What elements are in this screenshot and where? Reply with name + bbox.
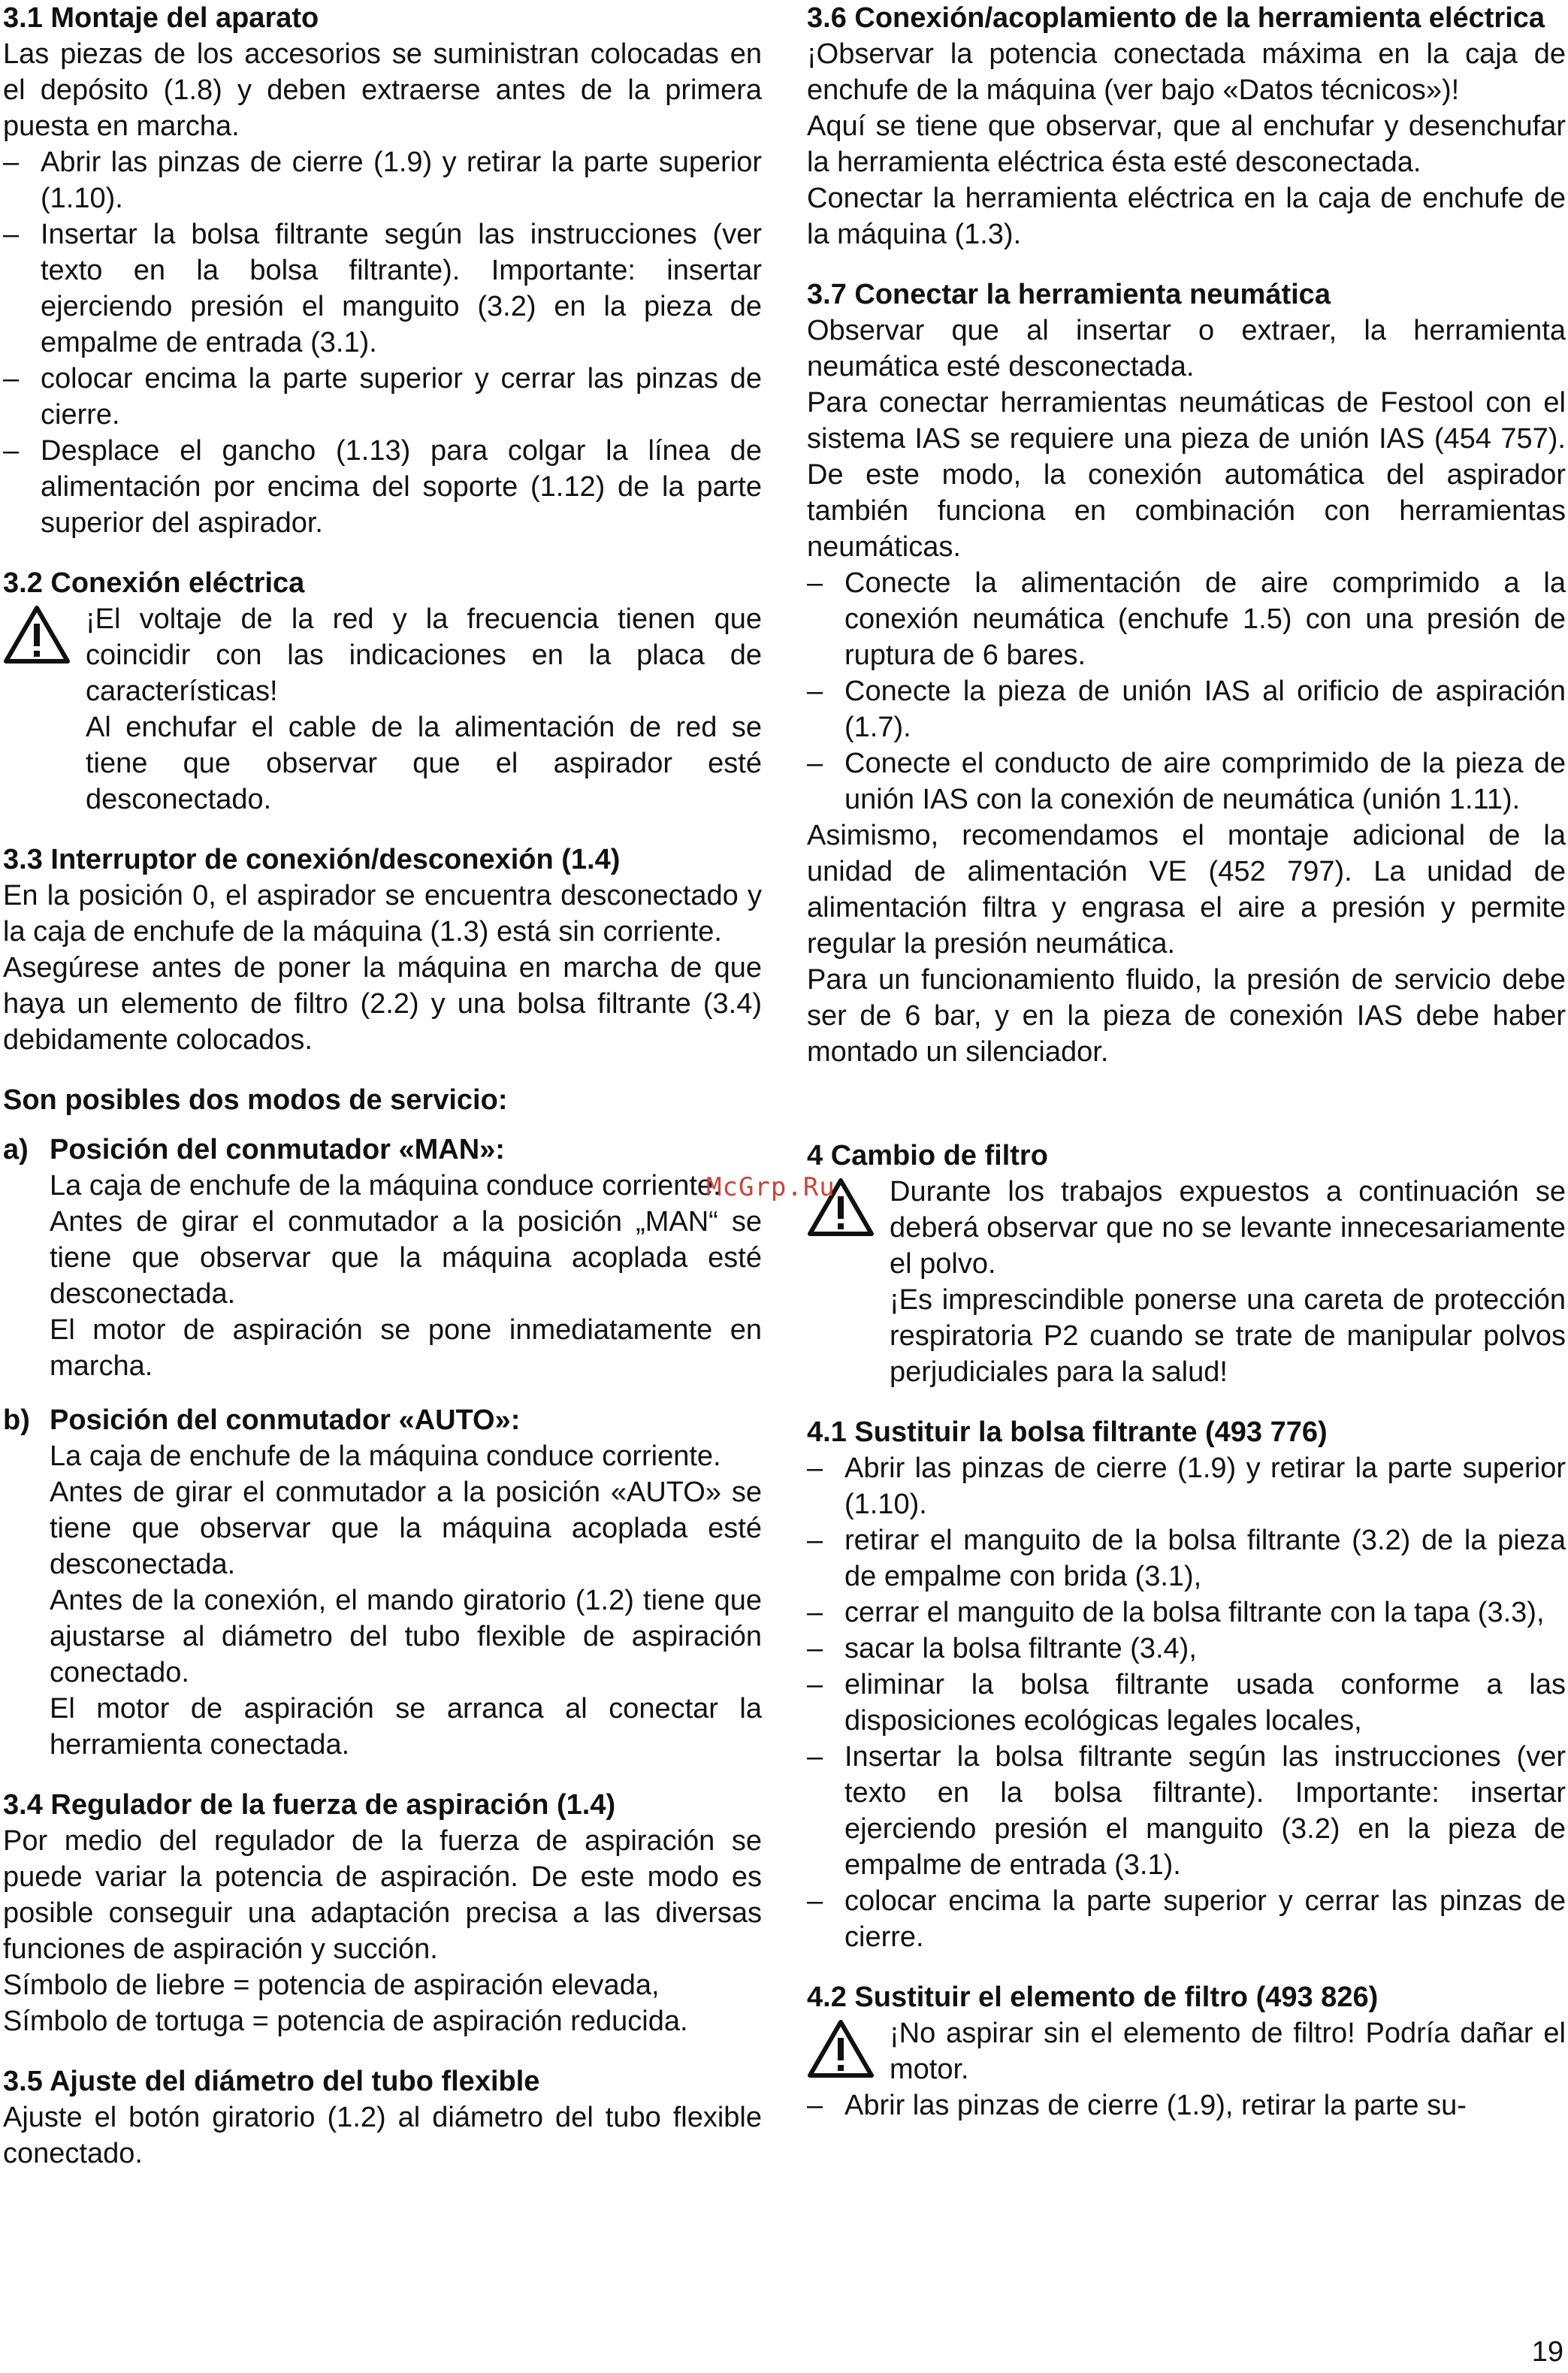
- paragraph: Las piezas de los accesorios se suministran colocadas en el depósito (1.8) y deben extraerse antes de la primera puesta en marcha.: [3, 38, 762, 142]
- page-number: 19: [1531, 2336, 1563, 2368]
- paragraph: Símbolo de tortuga = potencia de aspiración reducida.: [3, 2006, 688, 2037]
- step-list: [807, 1450, 1566, 1955]
- mode-label: b): [3, 1404, 30, 1436]
- paragraph: ¡Observar la potencia conectada máxima en la caja de enchufe de la máquina (ver bajo «Datos técnicos»)!: [807, 38, 1566, 106]
- section-title: 3.1 Montaje del aparato: [3, 2, 319, 34]
- list-item: – colocar encima la parte superior y cerrar las pinzas de cierre.: [807, 1883, 1566, 1955]
- list-item: – eliminar la bolsa filtrante usada conforme a las disposiciones ecológicas legales locales,: [807, 1667, 1566, 1739]
- section-4-1: [807, 1414, 1566, 1955]
- operating-modes: [3, 1082, 762, 1763]
- section-3-6: [807, 0, 1566, 252]
- mode-title: Posición del conmutador «AUTO»:: [50, 1404, 521, 1436]
- section-title: 3.2 Conexión eléctrica: [3, 567, 305, 599]
- section-title: 3.5 Ajuste del diámetro del tubo flexible: [3, 2066, 540, 2097]
- list-item: – Insertar la bolsa filtrante según las instrucciones (ver texto en la bolsa filtrante). Importante: insertar ejerciendo presión el manguito (3.2) en la pieza de empalme de entrada (3.1).: [3, 216, 762, 361]
- warning-text: ¡El voltaje de la red y la frecuencia tienen que coincidir con las indicaciones en la placa de características!: [86, 603, 762, 707]
- section-title: 4.1 Sustituir la bolsa filtrante (493 776): [807, 1416, 1328, 1448]
- mode-label: a): [3, 1134, 29, 1165]
- paragraph: Aquí se tiene que observar, que al enchufar y desenchufar la herramienta eléctrica ésta esté desconectada.: [807, 110, 1566, 178]
- warning-text: Al enchufar el cable de la alimentación de red se tiene que observar que el aspirador esté desconectado.: [86, 712, 762, 815]
- paragraph: Observar que al insertar o extraer, la herramienta neumática esté desconectada.: [807, 315, 1566, 382]
- paragraph: Símbolo de liebre = potencia de aspiración elevada,: [3, 1969, 660, 2001]
- section-3-1: [3, 0, 762, 541]
- list-item: – Desplace el gancho (1.13) para colgar la línea de alimentación por encima del soporte (1.12) de la parte superior del aspirador.: [3, 433, 762, 541]
- section-3-5: [3, 2063, 762, 2172]
- left-column: [3, 0, 762, 2172]
- paragraph: Para un funcionamiento fluido, la presión de servicio debe ser de 6 bar, y en la pieza de conexión IAS debe haber montado un silenciador.: [807, 964, 1566, 1068]
- list-item: – colocar encima la parte superior y cerrar las pinzas de cierre.: [3, 361, 762, 433]
- paragraph: Antes de la conexión, el mando giratorio (1.2) tiene que ajustarse al diámetro del tubo flexible de aspiración conectado.: [50, 1585, 762, 1688]
- warning-text: ¡No aspirar sin el elemento de filtro! Podría dañar el motor.: [890, 2018, 1566, 2085]
- paragraph: La caja de enchufe de la máquina conduce corriente.: [50, 1440, 721, 1472]
- watermark: McGrp.Ru: [706, 1172, 835, 1202]
- mode-title: Posición del conmutador «MAN»:: [50, 1134, 505, 1165]
- section-3-7: [807, 277, 1566, 1070]
- right-column: [807, 0, 1566, 2124]
- section-title: 3.3 Interruptor de conexión/desconexión (1.4): [3, 844, 621, 875]
- section-title: Son posibles dos modos de servicio:: [3, 1084, 508, 1116]
- section-4-2: [807, 1979, 1566, 2124]
- paragraph: La caja de enchufe de la máquina conduce corriente.: [50, 1170, 721, 1202]
- paragraph: El motor de aspiración se arranca al conectar la herramienta conectada.: [50, 1693, 762, 1761]
- list-item: – retirar el manguito de la bolsa filtrante (3.2) de la pieza de empalme con brida (3.1),: [807, 1522, 1566, 1595]
- list-item: – cerrar el manguito de la bolsa filtrante con la tapa (3.3),: [807, 1595, 1566, 1631]
- list-item: – Conecte la alimentación de aire comprimido a la conexión neumática (enchufe 1.5) con una presión de ruptura de 6 bares.: [807, 565, 1566, 673]
- paragraph: El motor de aspiración se pone inmediatamente en marcha.: [50, 1314, 762, 1382]
- list-item: – Abrir las pinzas de cierre (1.9) y retirar la parte superior (1.10).: [807, 1450, 1566, 1522]
- paragraph: Ajuste el botón giratorio (1.2) al diámetro del tubo flexible conectado.: [3, 2102, 762, 2169]
- paragraph: Antes de girar el conmutador a la posición «AUTO» se tiene que observar que la máquina acoplada esté desconectada.: [50, 1477, 762, 1580]
- warning-block: [807, 1174, 1566, 1390]
- section-title: 3.6 Conexión/acoplamiento de la herramienta eléctrica: [807, 2, 1545, 34]
- warning-block: [807, 2015, 1566, 2087]
- warning-icon: [807, 2018, 875, 2078]
- mode-man: [3, 1132, 762, 1384]
- section-3-3: [3, 842, 762, 1058]
- section-title: 3.4 Regulador de la fuerza de aspiración (1.4): [3, 1789, 616, 1821]
- paragraph: Conectar la herramienta eléctrica en la caja de enchufe de la máquina (1.3).: [807, 183, 1566, 250]
- paragraph: Para conectar herramientas neumáticas de Festool con el sistema IAS se requiere una pieza de unión IAS (454 757). De este modo, la conexión automática del aspirador también funciona en combinación con herramientas neumáticas.: [807, 387, 1566, 563]
- warning-block: [3, 601, 762, 818]
- paragraph: Asimismo, recomendamos el montaje adicional de la unidad de alimentación VE (452 797). La unidad de alimentación filtra y engrasa el aire a presión y permite regular la presión neumática.: [807, 820, 1566, 960]
- warning-text: ¡Es imprescindible ponerse una careta de protección respiratoria P2 cuando se trate de manipular polvos perjudiciales para la salud!: [890, 1284, 1566, 1388]
- step-list: [807, 2087, 1566, 2124]
- warning-text: Durante los trabajos expuestos a continuación se deberá observar que no se levante innecesariamente el polvo.: [890, 1176, 1566, 1280]
- paragraph: Asegúrese antes de poner la máquina en marcha de que haya un elemento de filtro (2.2) y una bolsa filtrante (3.4) debidamente colocados.: [3, 952, 762, 1056]
- list-item: – Conecte el conducto de aire comprimido de la pieza de unión IAS con la conexión de neumática (unión 1.11).: [807, 745, 1566, 818]
- section-title: 3.7 Conectar la herramienta neumática: [807, 279, 1331, 310]
- paragraph: En la posición 0, el aspirador se encuentra desconectado y la caja de enchufe de la máquina (1.3) está sin corriente.: [3, 880, 762, 948]
- list-item: – sacar la bolsa filtrante (3.4),: [807, 1631, 1566, 1667]
- list-item: – Insertar la bolsa filtrante según las instrucciones (ver texto en la bolsa filtrante). Importante: insertar ejerciendo presión el manguito (3.2) en la pieza de empalme de entrada (3.1).: [807, 1739, 1566, 1883]
- step-list: [3, 144, 762, 541]
- paragraph: Antes de girar el conmutador a la posición „MAN“ se tiene que observar que la máquina acoplada esté desconectada.: [50, 1206, 762, 1310]
- list-item: – Abrir las pinzas de cierre (1.9) y retirar la parte superior (1.10).: [3, 144, 762, 216]
- mode-auto: [3, 1402, 762, 1763]
- list-item: – Conecte la pieza de unión IAS al orificio de aspiración (1.7).: [807, 673, 1566, 745]
- section-3-2: [3, 565, 762, 818]
- section-title: 4 Cambio de filtro: [807, 1140, 1048, 1171]
- paragraph: Por medio del regulador de la fuerza de aspiración se puede variar la potencia de aspiración. De este modo es posible conseguir una adaptación precisa a las diversas funciones de aspiración y succión.: [3, 1825, 762, 1965]
- section-4: [807, 1138, 1566, 1390]
- warning-icon: [3, 604, 71, 664]
- section-title: 4.2 Sustituir el elemento de filtro (493 826): [807, 1982, 1379, 2013]
- list-item: – Abrir las pinzas de cierre (1.9), retirar la parte su-: [807, 2087, 1566, 2124]
- section-3-4: [3, 1787, 762, 2039]
- step-list: [807, 565, 1566, 818]
